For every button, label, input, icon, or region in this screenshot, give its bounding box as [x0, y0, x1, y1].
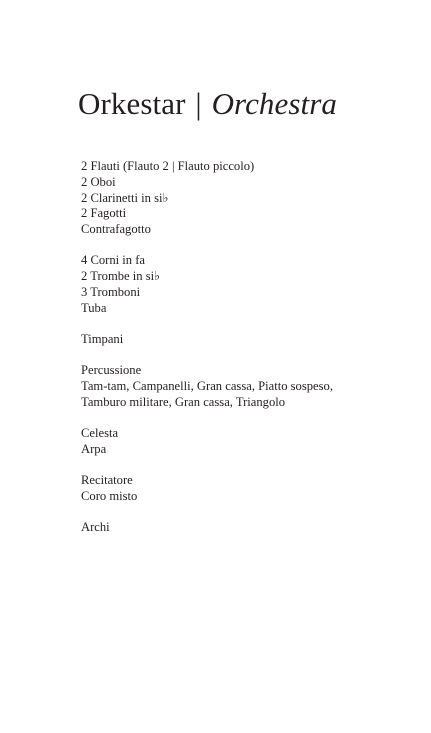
instrument-line: 2 Fagotti	[81, 206, 127, 221]
title-italic: Orchestra	[211, 86, 338, 121]
instrument-line: Coro misto	[81, 488, 138, 503]
woodwinds-group	[81, 159, 411, 238]
instrument-line: Recitatore	[81, 472, 133, 487]
instrument-line: 2 Clarinetti in si♭	[81, 190, 169, 205]
instrument-line: Tamburo militare, Gran cassa, Triangolo	[81, 394, 286, 409]
instrument-line: Percussione	[81, 363, 142, 378]
instrument-line: 2 Trombe in si♭	[81, 269, 161, 284]
strings-group	[81, 520, 411, 536]
title-separator: |	[195, 86, 202, 121]
instrument-line: Arpa	[81, 441, 107, 456]
instrument-list	[81, 159, 411, 551]
keyboard-harp-group	[81, 426, 411, 458]
instrument-line: Tam-tam, Campanelli, Gran cassa, Piatto sospeso,	[81, 378, 333, 393]
instrument-line: Tuba	[81, 300, 107, 315]
timpani-group	[81, 332, 411, 348]
instrument-line: Archi	[81, 519, 110, 534]
voices-group	[81, 473, 411, 505]
instrument-line: 3 Tromboni	[81, 284, 141, 299]
instrument-line: Celesta	[81, 425, 119, 440]
page-title	[78, 84, 337, 124]
percussion-group	[81, 363, 411, 410]
instrument-line: Contrafagotto	[81, 222, 151, 237]
instrument-line: Timpani	[81, 331, 124, 346]
brass-group	[81, 253, 411, 316]
title-main: Orkestar	[78, 86, 186, 121]
instrument-line: 2 Oboi	[81, 174, 116, 189]
instrument-line: 4 Corni in fa	[81, 253, 146, 268]
instrument-line: 2 Flauti (Flauto 2 | Flauto piccolo)	[81, 159, 255, 173]
